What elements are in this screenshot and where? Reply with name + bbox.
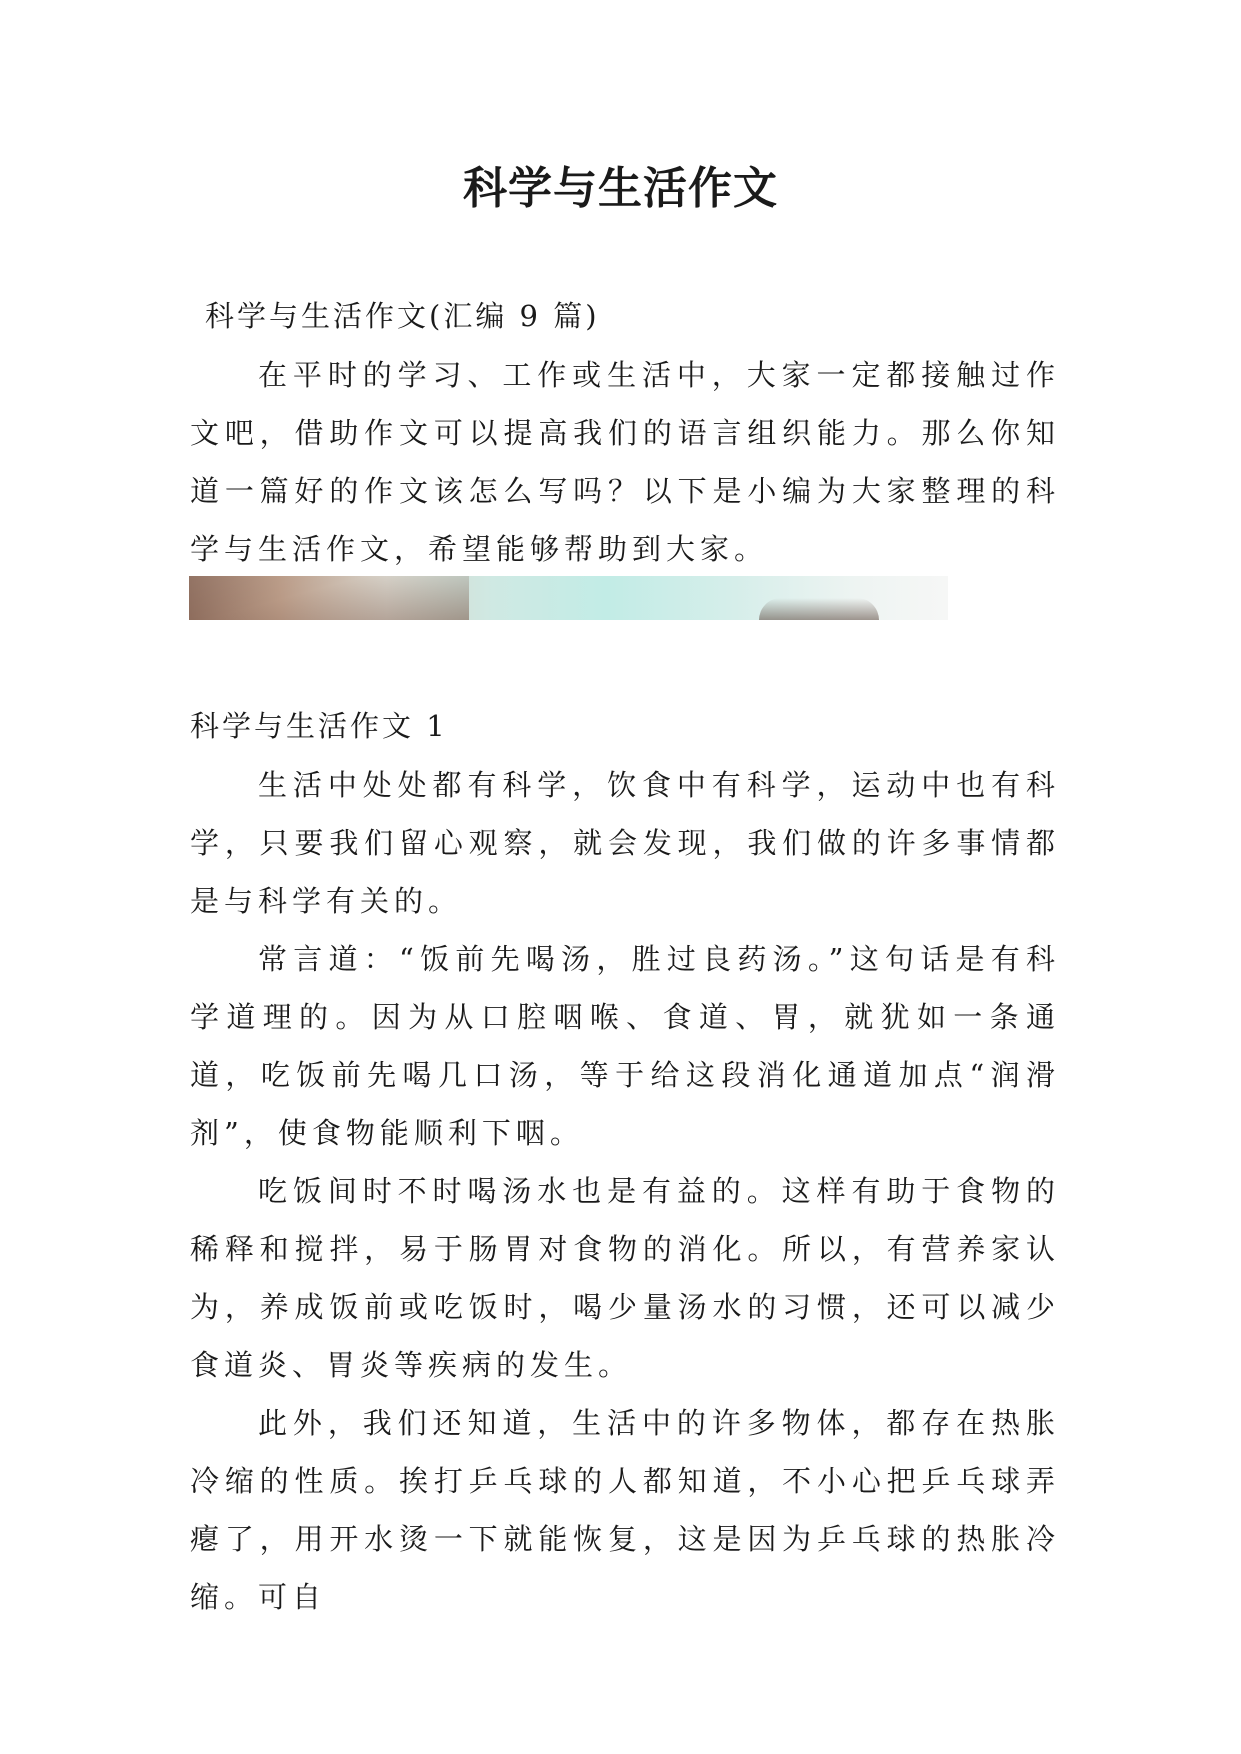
paragraph-1: 生活中处处都有科学，饮食中有科学，运动中也有科学，只要我们留心观察，就会发现，我们做的许多事情都是与科学有关的。 — [190, 768, 1060, 918]
intro-paragraph: 在平时的学习、工作或生活中，大家一定都接触过作文吧，借助作文可以提高我们的语言组织能力。那么你知道一篇好的作文该怎么写吗？以下是小编为大家整理的科学与生活作文，希望能够帮助到大家。 — [190, 358, 1060, 566]
paragraph-2: 常言道：“饭前先喝汤，胜过良药汤。”这句话是有科学道理的。因为从口腔咽喉、食道、胃，就犹如一条通道，吃饭前先喝几口汤，等于给这段消化通道加点“润滑剂”，使食物能顺利下咽。 — [190, 942, 1060, 1150]
banner-shade-right — [759, 598, 879, 620]
page-title: 科学与生活作文 — [463, 163, 778, 214]
paragraph-3: 吃饭间时不时喝汤水也是有益的。这样有助于食物的稀释和搅拌，易于肠胃对食物的消化。所以，有营养家认为，养成饭前或吃饭时，喝少量汤水的习惯，还可以减少食道炎、胃炎等疾病的发生。 — [190, 1174, 1060, 1382]
intro-block — [190, 346, 1060, 578]
section-heading: 科学与生活作文 1 — [190, 709, 448, 743]
paragraph-4: 此外，我们还知道，生活中的许多物体，都存在热胀冷缩的性质。挨打乒乓球的人都知道，不小心把乒乓球弄瘪了，用开水烫一下就能恢复，这是因为乒乓球的热胀冷缩。可自 — [190, 1406, 1060, 1614]
document-subtitle: 科学与生活作文(汇编 9 篇) — [205, 299, 600, 333]
section-body — [190, 756, 1060, 1626]
banner-shade-left — [189, 576, 469, 620]
banner-image — [189, 576, 948, 620]
